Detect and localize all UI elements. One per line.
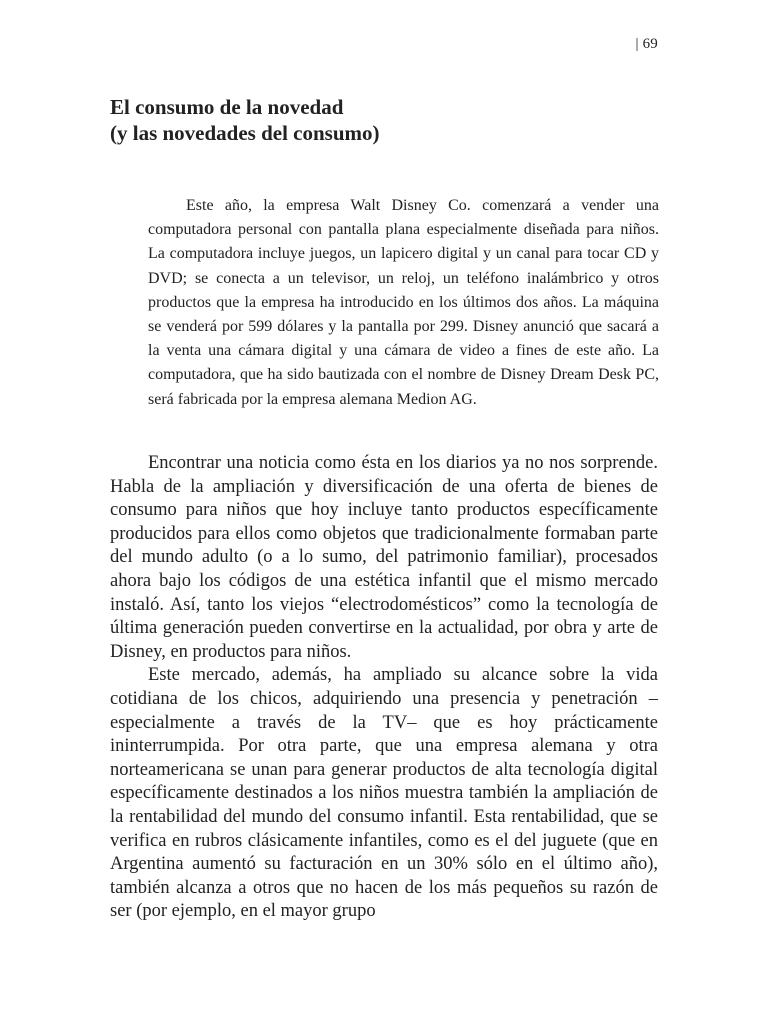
section-heading-line-1: El consumo de la novedad xyxy=(110,95,344,119)
body-paragraph-1: Encontrar una noticia como ésta en los diarios ya no nos sorprende. Habla de la ampliación y diversificación de una oferta de bienes de consumo para niños que hoy incluye tanto productos específicamente producidos para ellos como objetos que tradicionalmente formaban parte del mundo adulto (o a lo sumo, del patrimonio familiar), procesados ahora bajo los códigos de una estética infantil que el mismo mercado instaló. Así, tanto los viejos “electrodomésticos” como la tecnología de última generación pueden convertirse en la actualidad, por obra y arte de Disney, en productos para niños. xyxy=(110,453,658,662)
page-number: | 69 xyxy=(635,36,658,52)
section-heading-line-2: (y las novedades del consumo) xyxy=(110,121,380,145)
section-heading xyxy=(110,94,658,146)
body-paragraph-2: Este mercado, además, ha ampliado su alcance sobre la vida cotidiana de los chicos, adquiriendo una presencia y penetración –especialmente a través de la TV– que es hoy prácticamente ininterrumpida. Por otra parte, que una empresa alemana y otra norteamericana se unan para generar productos de alta tecnología digital específicamente destinados a los niños muestra también la ampliación de la rentabilidad del mundo del consumo infantil. Esta rentabilidad, que se verifica en rubros clásicamente infantiles, como es el del juguete (que en Argentina aumentó su facturación en un 30% sólo en el último año), también alcanza a otros que no hacen de los más pequeños su razón de ser (por ejemplo, en el mayor grupo xyxy=(110,665,658,922)
block-quote: Este año, la empresa Walt Disney Co. comenzará a vender una computadora personal con pantalla plana especialmente diseñada para niños. La computadora incluye juegos, un lapicero digital y un canal para tocar CD y DVD; se conecta a un televisor, un reloj, un teléfono inalámbrico y otros productos que la empresa ha introducido en los últimos dos años. La máquina se venderá por 599 dólares y la pantalla por 299. Disney anunció que sacará a la venta una cámara digital y una cámara de video a fines de este año. La computadora, que ha sido bautizada con el nombre de Disney Dream Desk PC, será fabricada por la empresa alemana Medion AG. xyxy=(148,197,659,408)
body-text xyxy=(110,452,658,924)
